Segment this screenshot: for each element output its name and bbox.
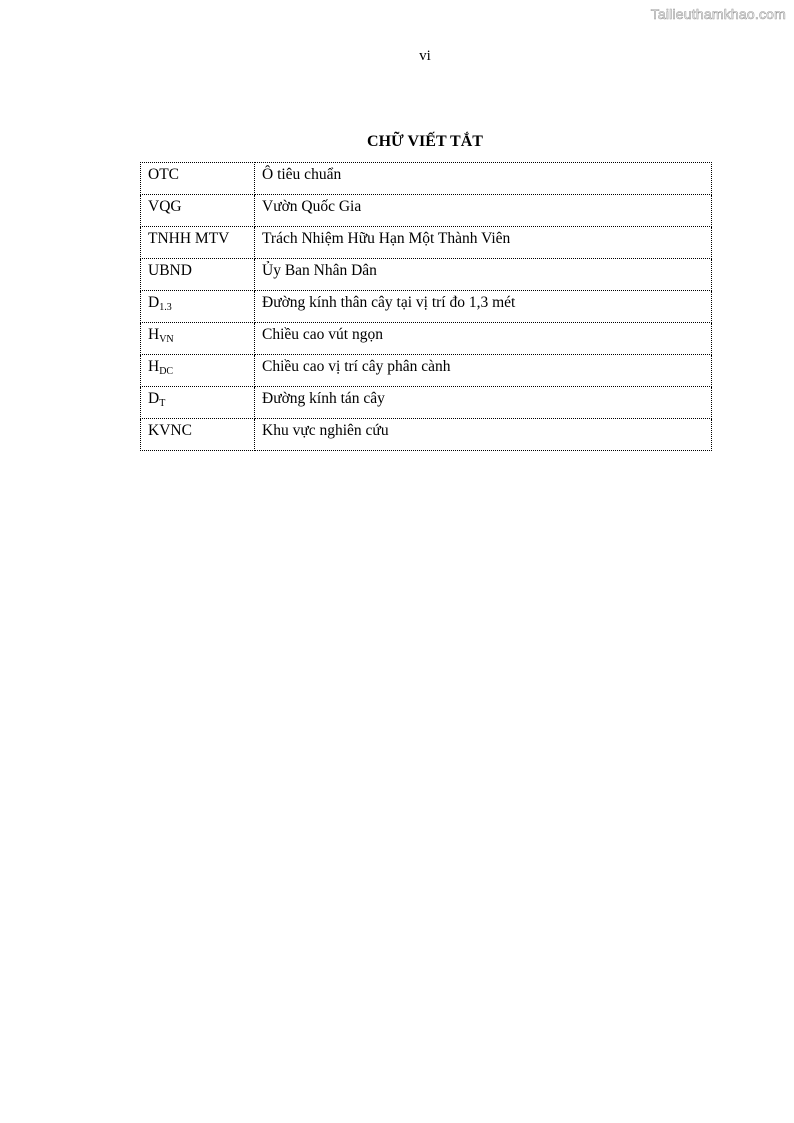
- table-row: [141, 227, 712, 259]
- meaning-cell: Đường kính tán cây: [255, 387, 712, 419]
- abbreviation-cell: $H_{DC}$: [141, 355, 255, 387]
- abbreviation-cell: OTC: [141, 163, 255, 195]
- meaning-cell: Khu vực nghiên cứu: [255, 419, 712, 451]
- meaning-cell: Vườn Quốc Gia: [255, 195, 712, 227]
- table-row: [141, 291, 712, 323]
- meaning-cell: Chiều cao vị trí cây phân cành: [255, 355, 712, 387]
- meaning-cell: Đường kính thân cây tại vị trí đo 1,3 mét: [255, 291, 712, 323]
- abbreviation-subscript: VN: [159, 334, 174, 345]
- table-row: [141, 259, 712, 291]
- abbreviation-table: [140, 162, 712, 451]
- meaning-cell: Chiều cao vút ngọn: [255, 323, 712, 355]
- table-row: [141, 163, 712, 195]
- abbreviation-cell: $D_T$: [141, 387, 255, 419]
- table-row: [141, 419, 712, 451]
- page-number: vi: [419, 48, 431, 64]
- abbreviation-subscript: DC: [159, 366, 174, 377]
- abbreviation-cell: TNHH MTV: [141, 227, 255, 259]
- table-row: [141, 195, 712, 227]
- table-row: [141, 323, 712, 355]
- abbreviation-cell: $H_{VN}$: [141, 323, 255, 355]
- table-row: [141, 355, 712, 387]
- meaning-cell: Ô tiêu chuẩn: [255, 163, 712, 195]
- page-title: CHỮ VIẾT TẮT: [367, 133, 483, 150]
- abbreviation-subscript: 1.3: [159, 302, 172, 313]
- abbreviation-subscript: T: [159, 398, 166, 409]
- watermark: Tailieuthamkhao.com: [650, 6, 786, 22]
- table-row: [141, 387, 712, 419]
- abbreviation-cell: KVNC: [141, 419, 255, 451]
- abbreviation-cell: VQG: [141, 195, 255, 227]
- abbreviation-cell: $D_{1.3}$: [141, 291, 255, 323]
- meaning-cell: Ủy Ban Nhân Dân: [255, 259, 712, 291]
- meaning-cell: Trách Nhiệm Hữu Hạn Một Thành Viên: [255, 227, 712, 259]
- abbreviation-cell: UBND: [141, 259, 255, 291]
